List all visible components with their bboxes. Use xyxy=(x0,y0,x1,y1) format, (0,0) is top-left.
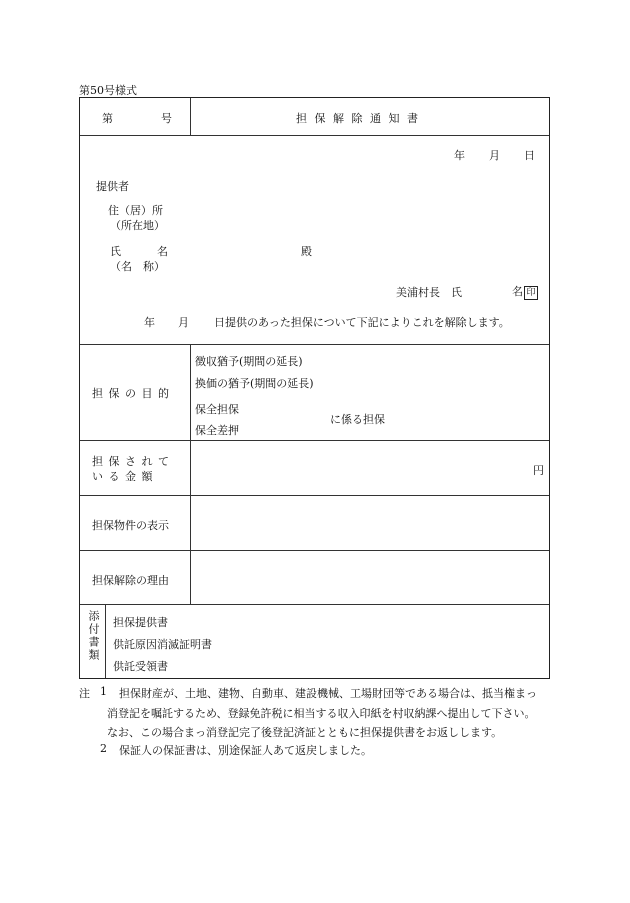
divider xyxy=(80,344,549,345)
note-line: 保証人の保証書は、別途保証人あて返戻しました。 xyxy=(119,744,372,757)
attachment-item: 供託受領書 xyxy=(113,660,168,673)
notes-prefix: 注 xyxy=(79,687,90,700)
statement-year: 年 xyxy=(144,316,155,329)
date-year: 年 xyxy=(454,149,465,162)
divider xyxy=(80,495,549,496)
notice-form xyxy=(79,97,550,679)
reason-label: 担保解除の理由 xyxy=(92,574,169,587)
divider xyxy=(80,440,549,441)
issuer-title: 美浦村長 氏 xyxy=(396,286,462,299)
address-sublabel: （所在地） xyxy=(110,219,165,232)
preservation-seizure: 保全差押 xyxy=(195,424,239,437)
purpose-label: 担 保 の 目 的 xyxy=(92,387,170,400)
related-guarantee: に係る担保 xyxy=(330,413,385,426)
number-suffix: 号 xyxy=(161,112,172,125)
divider xyxy=(105,604,106,678)
divider xyxy=(190,98,191,135)
document-title: 担 保 解 除 通 知 書 xyxy=(296,112,420,125)
attachment-item: 担保提供書 xyxy=(113,616,168,629)
date-day: 日 xyxy=(524,149,535,162)
amount-unit: 円 xyxy=(533,464,544,477)
note-line: 消登記を嘱託するため、登録免許税に相当する収入印紙を村収納課へ提出して下さい。 xyxy=(107,707,536,720)
address-label: 住（居）所 xyxy=(108,204,163,217)
form-number-label: 第50号様式 xyxy=(79,84,137,97)
preservation-guarantee: 保全担保 xyxy=(195,403,239,416)
amount-label-line2: い る 金 額 xyxy=(92,470,154,483)
honorific: 殿 xyxy=(301,245,312,258)
purpose-option: 徴収猶予(期間の延長) xyxy=(195,355,303,368)
divider xyxy=(190,344,191,604)
issuer-name-char: 名 xyxy=(512,285,523,298)
attachment-item: 供託原因消滅証明書 xyxy=(113,638,212,651)
issuer-name xyxy=(512,283,538,300)
note-line: 担保財産が、土地、建物、自動車、建設機械、工場財団等である場合は、抵当権まっ xyxy=(119,687,537,700)
purpose-option: 換価の猶予(期間の延長) xyxy=(195,377,314,390)
amount-label-line1: 担 保 さ れ て xyxy=(92,455,170,468)
name-sublabel: （名 称） xyxy=(110,260,165,273)
note-number: 1 xyxy=(100,685,107,698)
name-label-first: 氏 xyxy=(110,245,121,258)
property-label: 担保物件の表示 xyxy=(92,519,169,532)
statement-month: 月 xyxy=(178,316,189,329)
provider-label: 提供者 xyxy=(96,180,129,193)
seal-mark: 印 xyxy=(524,286,538,300)
note-line: なお、この場合まっ消登記完了後登記済証とともに担保提供書をお返しします。 xyxy=(107,726,503,739)
divider xyxy=(80,135,549,136)
name-label-second: 名 xyxy=(157,245,168,258)
date-month: 月 xyxy=(489,149,500,162)
number-prefix: 第 xyxy=(102,112,113,125)
statement-text: 日提供のあった担保について下記によりこれを解除します。 xyxy=(214,316,510,329)
note-number: 2 xyxy=(100,742,107,755)
divider xyxy=(80,550,549,551)
attachments-label: 添付書類 xyxy=(87,610,100,662)
divider xyxy=(80,604,549,605)
